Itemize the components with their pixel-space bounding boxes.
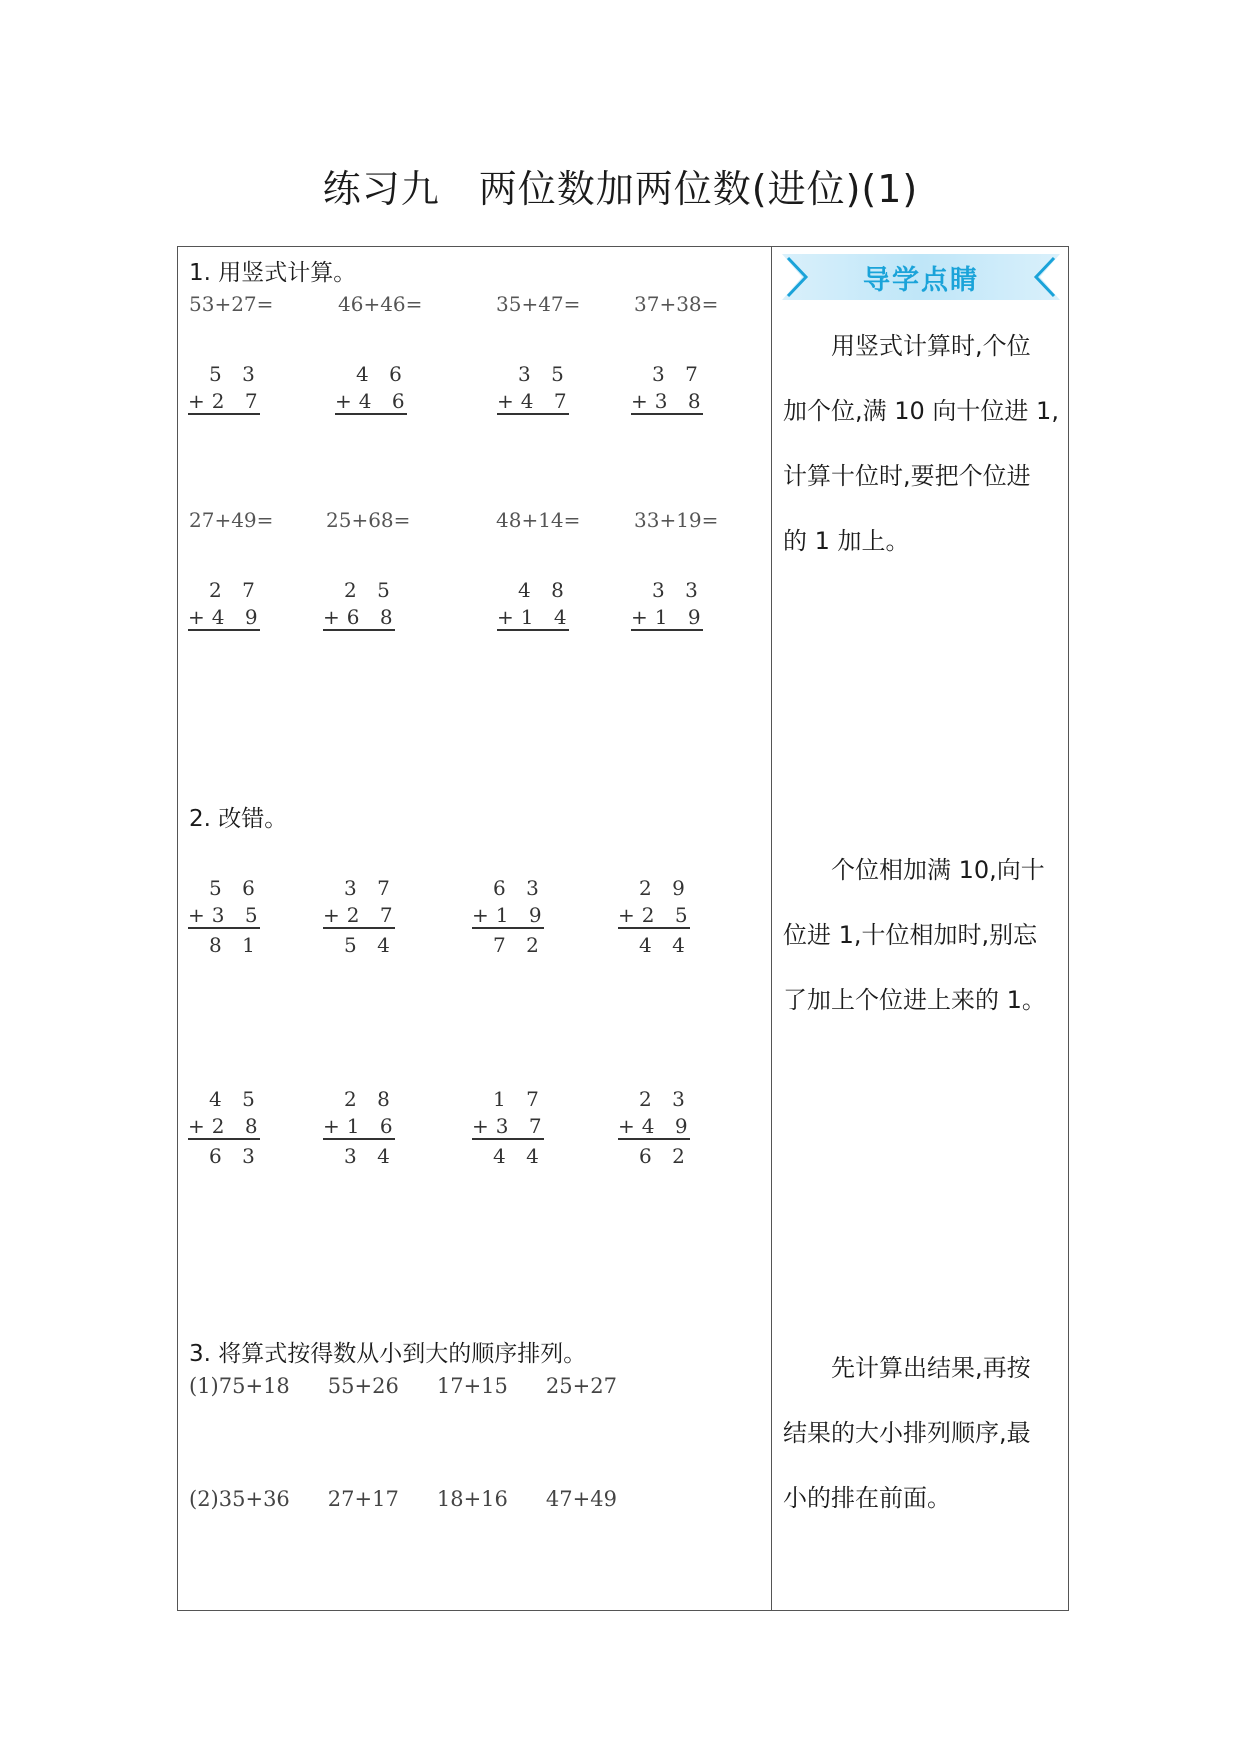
addend-top: 3 5: [518, 362, 571, 386]
addend-bottom: +1 4: [497, 605, 574, 629]
tip-line: 了加上个位进上来的 1。: [783, 986, 1046, 1014]
vertical-addition: [188, 1086, 265, 1170]
addend-bottom: +2 7: [188, 389, 265, 413]
column-divider: [771, 246, 772, 1611]
vertical-addition: [472, 875, 549, 959]
vertical-addition: [188, 875, 265, 959]
tip-block-1: [783, 314, 1059, 574]
vertical-addition: [188, 577, 265, 631]
addend-top: 2 7: [209, 578, 262, 602]
addend-bottom: +1 6: [323, 1114, 400, 1138]
addend-bottom: +4 9: [188, 605, 265, 629]
sum-result: 4 4: [493, 1144, 546, 1168]
addend-top: 2 9: [639, 876, 692, 900]
tip-line: 计算十位时,要把个位进: [783, 462, 1031, 490]
addend-bottom: +6 8: [323, 605, 400, 629]
tip-line: 个位相加满 10,向十: [831, 856, 1045, 884]
addend-bottom: +2 5: [618, 903, 695, 927]
vertical-addition: [497, 577, 574, 631]
addend-top: 5 3: [209, 362, 262, 386]
section3-heading: 3. 将算式按得数从小到大的顺序排列。: [189, 1341, 587, 1367]
addend-bottom: +2 8: [188, 1114, 265, 1138]
tip-block-3: [783, 1336, 1059, 1531]
sum-result: 4 4: [639, 933, 692, 957]
tip-line: 的 1 加上。: [783, 527, 910, 555]
equation: 48+14=: [496, 508, 581, 532]
vertical-addition: [472, 1086, 549, 1170]
addend-top: 2 5: [344, 578, 397, 602]
tip-line: 位进 1,十位相加时,别忘: [783, 921, 1038, 949]
sum-result: 3 4: [344, 1144, 397, 1168]
equation: 27+49=: [189, 508, 274, 532]
addend-top: 5 6: [209, 876, 262, 900]
expression: 17+15: [436, 1374, 508, 1398]
addend-bottom: +1 9: [631, 605, 708, 629]
addend-top: 4 5: [209, 1087, 262, 1111]
equation: 37+38=: [634, 292, 719, 316]
expression: 25+27: [545, 1374, 617, 1398]
addend-bottom: +3 8: [631, 389, 708, 413]
addend-top: 3 7: [652, 362, 705, 386]
vertical-addition: [497, 361, 574, 415]
addend-bottom: +2 7: [323, 903, 400, 927]
addend-top: 2 8: [344, 1087, 397, 1111]
addend-top: 6 3: [493, 876, 546, 900]
addend-bottom: +1 9: [472, 903, 549, 927]
vertical-addition: [323, 577, 400, 631]
addend-top: 4 8: [518, 578, 571, 602]
vertical-addition: [188, 361, 265, 415]
vertical-addition: [631, 361, 708, 415]
expression: 55+26: [327, 1374, 399, 1398]
section1-heading: 1. 用竖式计算。: [189, 260, 357, 286]
equation: 33+19=: [634, 508, 719, 532]
expression: 18+16: [436, 1487, 508, 1511]
expression: 47+49: [545, 1487, 617, 1511]
banner-title: 导学点睛: [863, 265, 979, 296]
vertical-addition: [618, 875, 695, 959]
sum-result: 7 2: [493, 933, 546, 957]
equation: 25+68=: [326, 508, 411, 532]
equation: 35+47=: [496, 292, 581, 316]
addend-bottom: +4 7: [497, 389, 574, 413]
addend-bottom: +3 5: [188, 903, 265, 927]
vertical-addition: [631, 577, 708, 631]
addend-top: 4 6: [356, 362, 409, 386]
expression: (1)75+18: [189, 1374, 290, 1398]
equation: 53+27=: [189, 292, 274, 316]
addend-bottom: +3 7: [472, 1114, 549, 1138]
addend-bottom: +4 6: [335, 389, 412, 413]
vertical-addition: [323, 875, 400, 959]
tip-line: 加个位,满 10 向十位进 1,: [783, 397, 1059, 425]
equation: 46+46=: [338, 292, 423, 316]
addend-top: 2 3: [639, 1087, 692, 1111]
sum-result: 6 2: [639, 1144, 692, 1168]
ordering-line-2: [189, 1487, 655, 1511]
vertical-addition: [335, 361, 412, 415]
tip-line: 先计算出结果,再按: [831, 1354, 1031, 1382]
ordering-line-1: [189, 1374, 655, 1398]
tip-line: 用竖式计算时,个位: [831, 332, 1031, 360]
tip-line: 小的排在前面。: [783, 1484, 951, 1512]
vertical-addition: [618, 1086, 695, 1170]
tip-block-2: [783, 838, 1059, 1033]
tip-line: 结果的大小排列顺序,最: [783, 1419, 1031, 1447]
section2-heading: 2. 改错。: [189, 806, 288, 832]
expression: (2)35+36: [189, 1487, 290, 1511]
page-title: 练习九 两位数加两位数(进位)(1): [322, 167, 919, 211]
sum-result: 6 3: [209, 1144, 262, 1168]
expression: 27+17: [327, 1487, 399, 1511]
addend-top: 1 7: [493, 1087, 546, 1111]
sum-result: 8 1: [209, 933, 262, 957]
addend-top: 3 7: [344, 876, 397, 900]
addend-top: 3 3: [652, 578, 705, 602]
sum-result: 5 4: [344, 933, 397, 957]
vertical-addition: [323, 1086, 400, 1170]
addend-bottom: +4 9: [618, 1114, 695, 1138]
